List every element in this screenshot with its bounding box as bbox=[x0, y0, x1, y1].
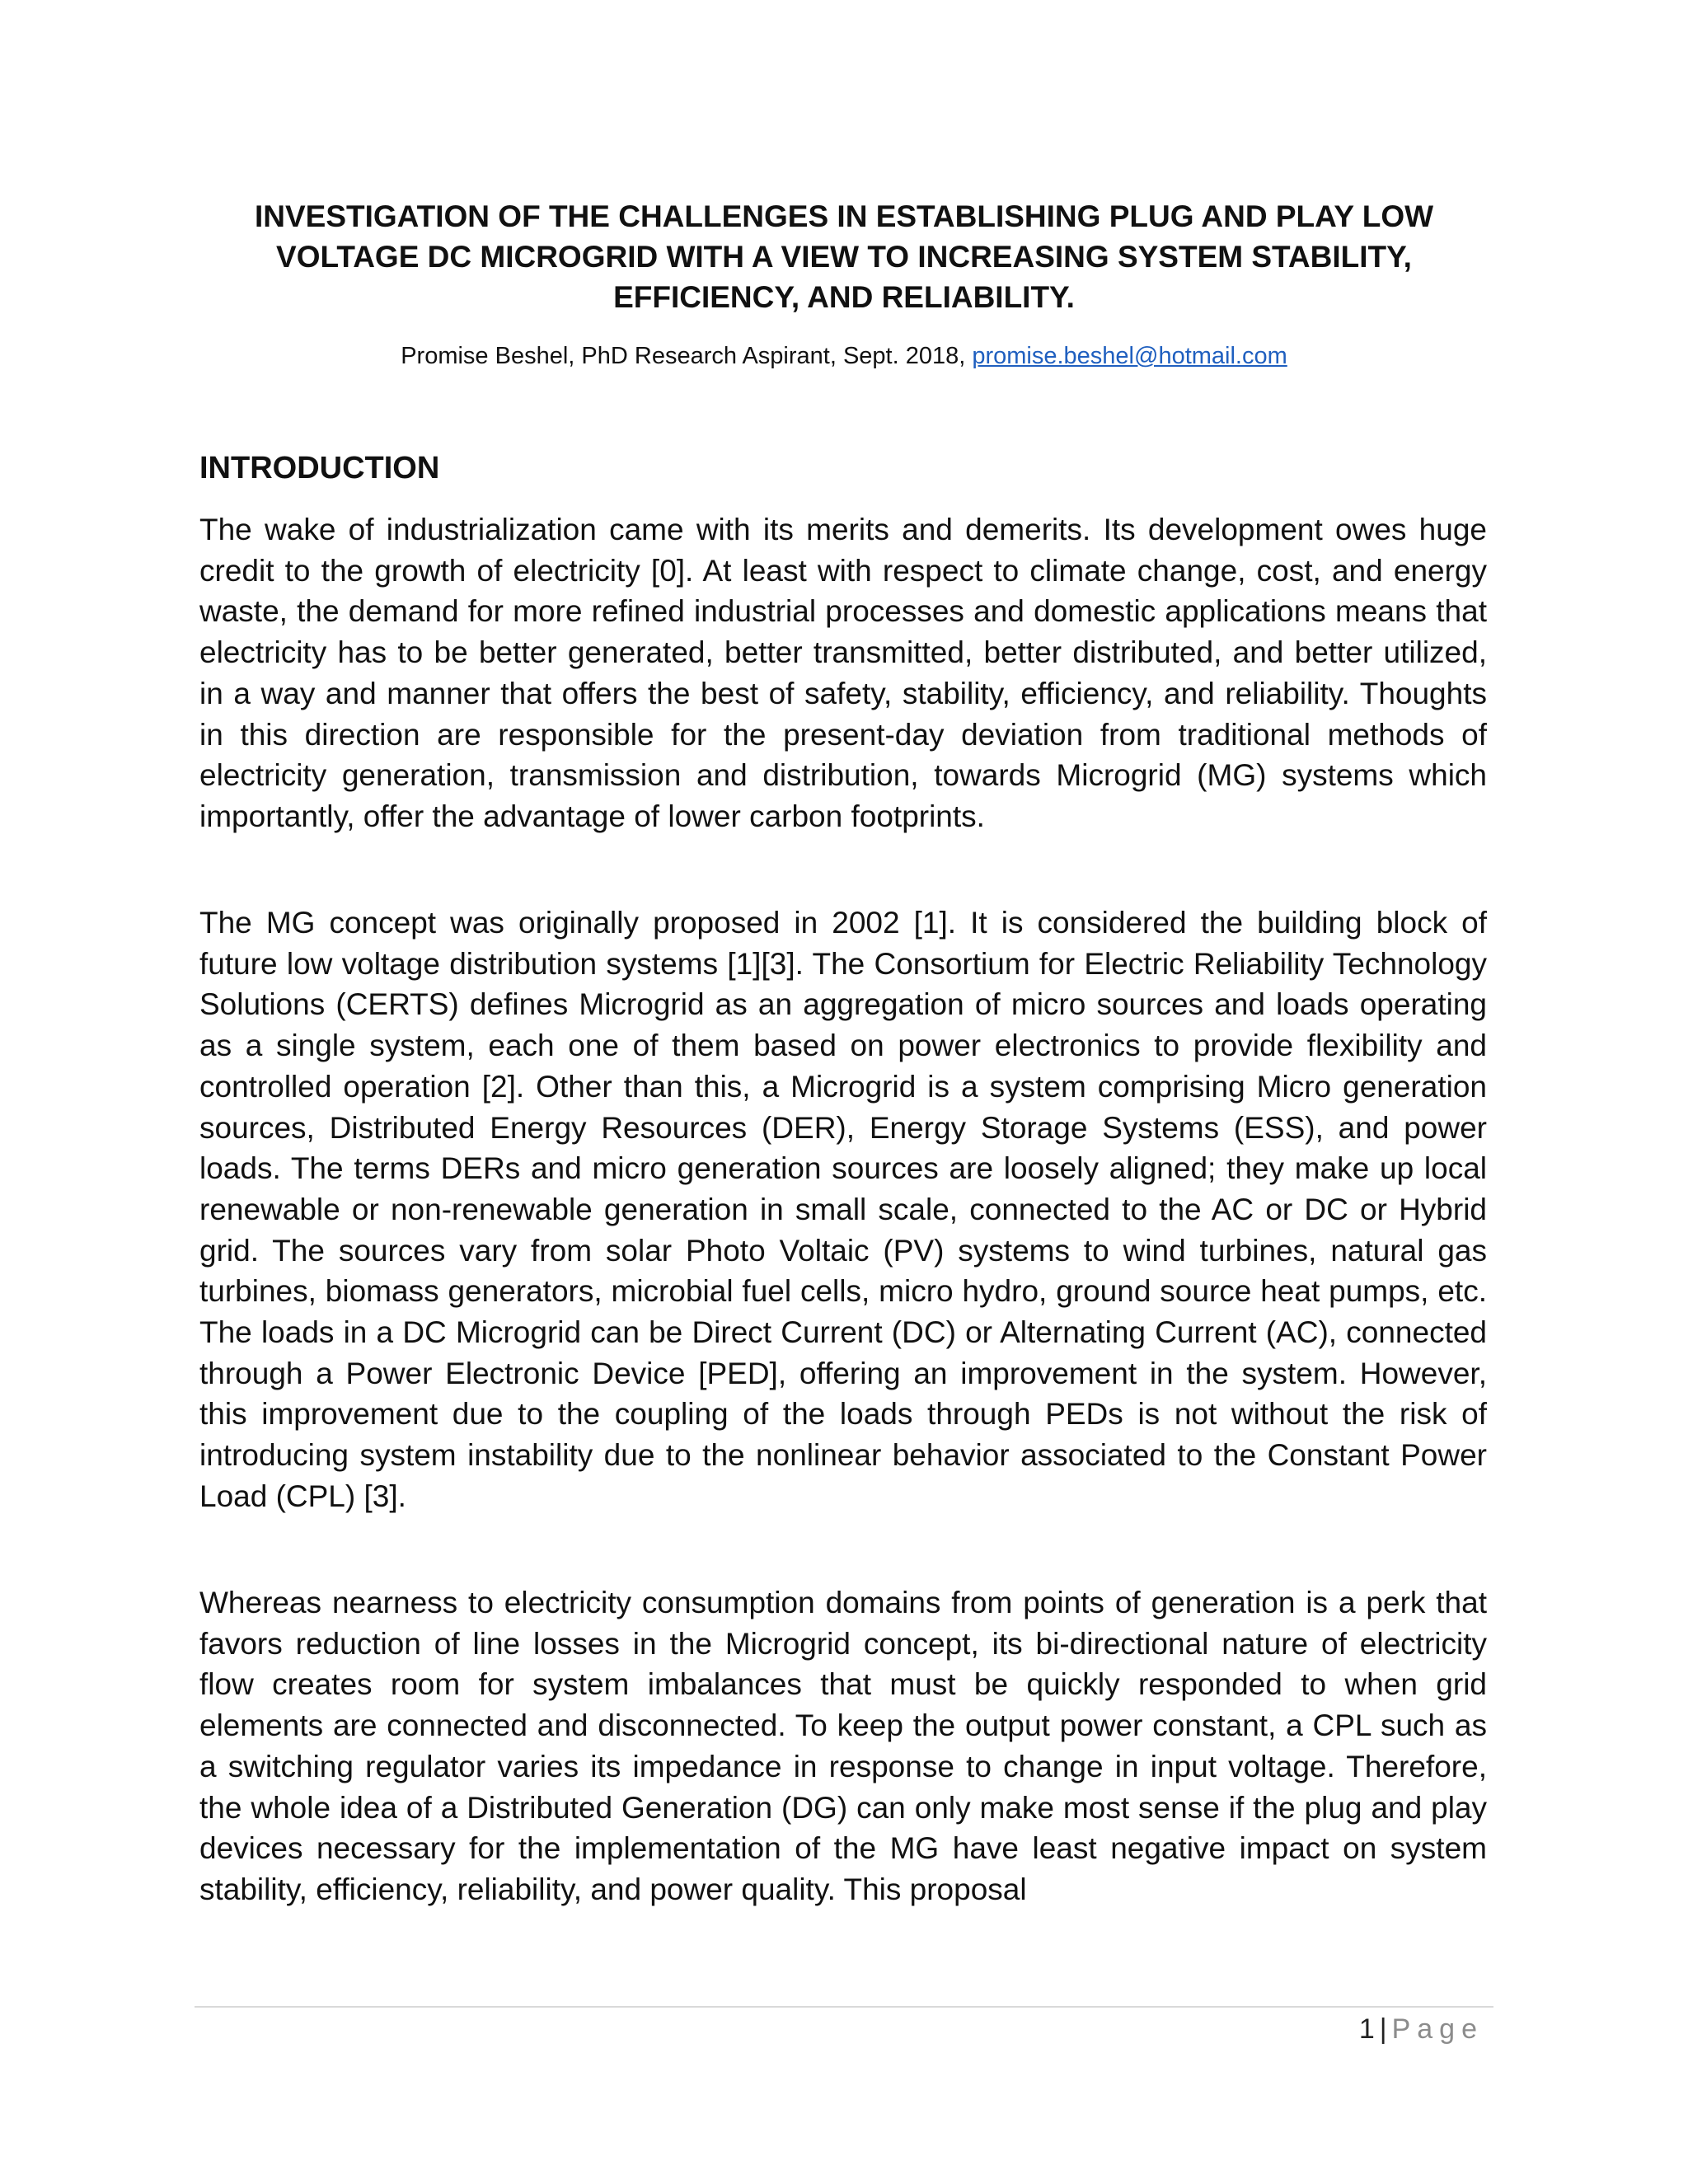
body-paragraph: Whereas nearness to electricity consumption domains from points of generation is a perk that favors reduction of line losses in the Microgrid concept, its bi-directional nature of electricity flow creates room for system imbalances that must be quickly responded to when grid elements are connected and disconnected. To keep the output power constant, a CPL such as a switching regulator varies its impedance in response to change in input voltage. Therefore, the whole idea of a Distributed Generation (DG) can only make most sense if the plug and play devices necessary for the implementation of the MG have least negative impact on system stability, efficiency, reliability, and power quality. This proposal bbox=[199, 1586, 1487, 1906]
section-heading: INTRODUCTION bbox=[199, 451, 440, 485]
title-line: EFFICIENCY, AND RELIABILITY. bbox=[613, 280, 1075, 314]
title-line: VOLTAGE DC MICROGRID WITH A VIEW TO INCREASING SYSTEM STABILITY, bbox=[276, 240, 1412, 274]
body-paragraph: The MG concept was originally proposed in 2002 [1]. It is considered the building block of future low voltage distribution systems [1][3]. The Consortium for Electric Reliability Technology Solutions (CERTS) defines Microgrid as an aggregation of micro sources and loads operating as a single system, each one of them based on power electronics to provide flexibility and controlled operation [2]. Other than this, a Microgrid is a system comprising Micro generation sources, Distributed Energy Resources (DER), Energy Storage Systems (ESS), and power loads. The terms DERs and micro generation sources are loosely aligned; they make up local renewable or non-renewable generation in small scale, connected to the AC or DC or Hybrid grid. The sources vary from solar Photo Voltaic (PV) systems to wind turbines, natural gas turbines, biomass generators, microbial fuel cells, micro hydro, ground source heat pumps, etc. The loads in a DC Microgrid can be Direct Current (DC) or Alternating Current (AC), connected through a Power Electronic Device [PED], offering an improvement in the system. However, this improvement due to the coupling of the loads through PEDs is not without the risk of introducing system instability due to the nonlinear behavior associated to the Constant Power Load (CPL) [3]. bbox=[199, 906, 1487, 1513]
page-label: Page bbox=[1391, 2013, 1484, 2045]
page-footer bbox=[1359, 2011, 1484, 2047]
footer-separator: | bbox=[1379, 2013, 1387, 2045]
author-line bbox=[195, 341, 1493, 371]
document-title bbox=[195, 196, 1493, 317]
author-info: Promise Beshel, PhD Research Aspirant, Sept. 2018, bbox=[401, 343, 973, 369]
author-email-link[interactable]: promise.beshel@hotmail.com bbox=[972, 343, 1287, 369]
footer-divider bbox=[195, 2006, 1493, 2008]
body-paragraph: The wake of industrialization came with its merits and demerits. Its development owes huge credit to the growth of electricity [0]. At least with respect to climate change, cost, and energy waste, the demand for more refined industrial processes and domestic applications means that electricity has to be better generated, better transmitted, better distributed, and better utilized, in a way and manner that offers the best of safety, stability, efficiency, and reliability. Thoughts in this direction are responsible for the present-day deviation from traditional methods of electricity generation, transmission and distribution, towards Microgrid (MG) systems which importantly, offer the advantage of lower carbon footprints. bbox=[199, 513, 1487, 833]
page-number: 1 bbox=[1358, 2013, 1375, 2045]
title-line: INVESTIGATION OF THE CHALLENGES IN ESTABLISHING PLUG AND PLAY LOW bbox=[254, 199, 1434, 233]
